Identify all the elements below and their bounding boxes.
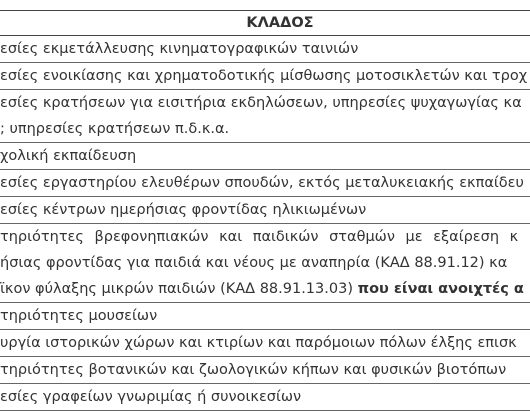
row-text: τηριότητες βρεφονηπιακών και παιδικών σταθμών με εξαίρεση κ bbox=[0, 229, 519, 245]
table-row bbox=[0, 357, 530, 384]
row-text: εσίες κρατήσεων για εισιτήρια εκδηλώσεων, υπηρεσίες ψυχαγωγίας κα bbox=[0, 95, 522, 111]
row-text: εσίες εργαστηρίου ελευθέρων σπουδών, εκτός μεταλυκειακής εκπαίδευ bbox=[0, 175, 524, 191]
table-header: ΚΛΑΔΟΣ bbox=[0, 11, 530, 36]
row-bold-text: που είναι ανοιχτές α bbox=[357, 281, 524, 297]
table-row bbox=[0, 224, 530, 303]
row-text-with-bold bbox=[0, 276, 530, 302]
row-text: τηριότητες βοτανικών και ζωολογικών κήπων και φυσικών βιοτόπων bbox=[0, 362, 507, 378]
table-row bbox=[0, 384, 530, 411]
table-row bbox=[0, 197, 530, 224]
row-text: εσίες κέντρων ημερήσιας φροντίδας ηλικιωμένων bbox=[0, 202, 367, 218]
row-text: τηριότητες μουσείων bbox=[0, 308, 158, 324]
activity-table bbox=[0, 10, 530, 411]
table-row bbox=[0, 90, 530, 143]
row-text: εσίες γραφείων γνωριμίας ή συνοικεσίων bbox=[0, 389, 302, 405]
table-row bbox=[0, 330, 530, 357]
row-text: εσίες εκμετάλλευσης κινηματογραφικών ταινιών bbox=[0, 41, 359, 57]
table-row bbox=[0, 143, 530, 170]
row-text: ϊκον φύλαξης μικρών παιδιών (ΚΑΔ 88.91.13.03) bbox=[0, 281, 358, 297]
table-row bbox=[0, 63, 530, 90]
table-row bbox=[0, 303, 530, 330]
row-text: ήσιας φροντίδας για παιδιά και νέους με αναπηρία (ΚΑΔ 88.91.12) κα bbox=[0, 255, 508, 271]
row-text: εσίες ενοικίασης και χρηματοδοτικής μίσθωσης μοτοσικλετών και τροχ bbox=[0, 68, 528, 84]
row-text: υργία ιστορικών χώρων και κτιρίων και παρόμοιων πόλων έλξης επισκ bbox=[0, 335, 517, 351]
table-row bbox=[0, 36, 530, 63]
table-row bbox=[0, 170, 530, 197]
row-text: χολική εκπαίδευση bbox=[0, 148, 137, 164]
row-text: ; υπηρεσίες κρατήσεων π.δ.κ.α. bbox=[0, 121, 230, 137]
